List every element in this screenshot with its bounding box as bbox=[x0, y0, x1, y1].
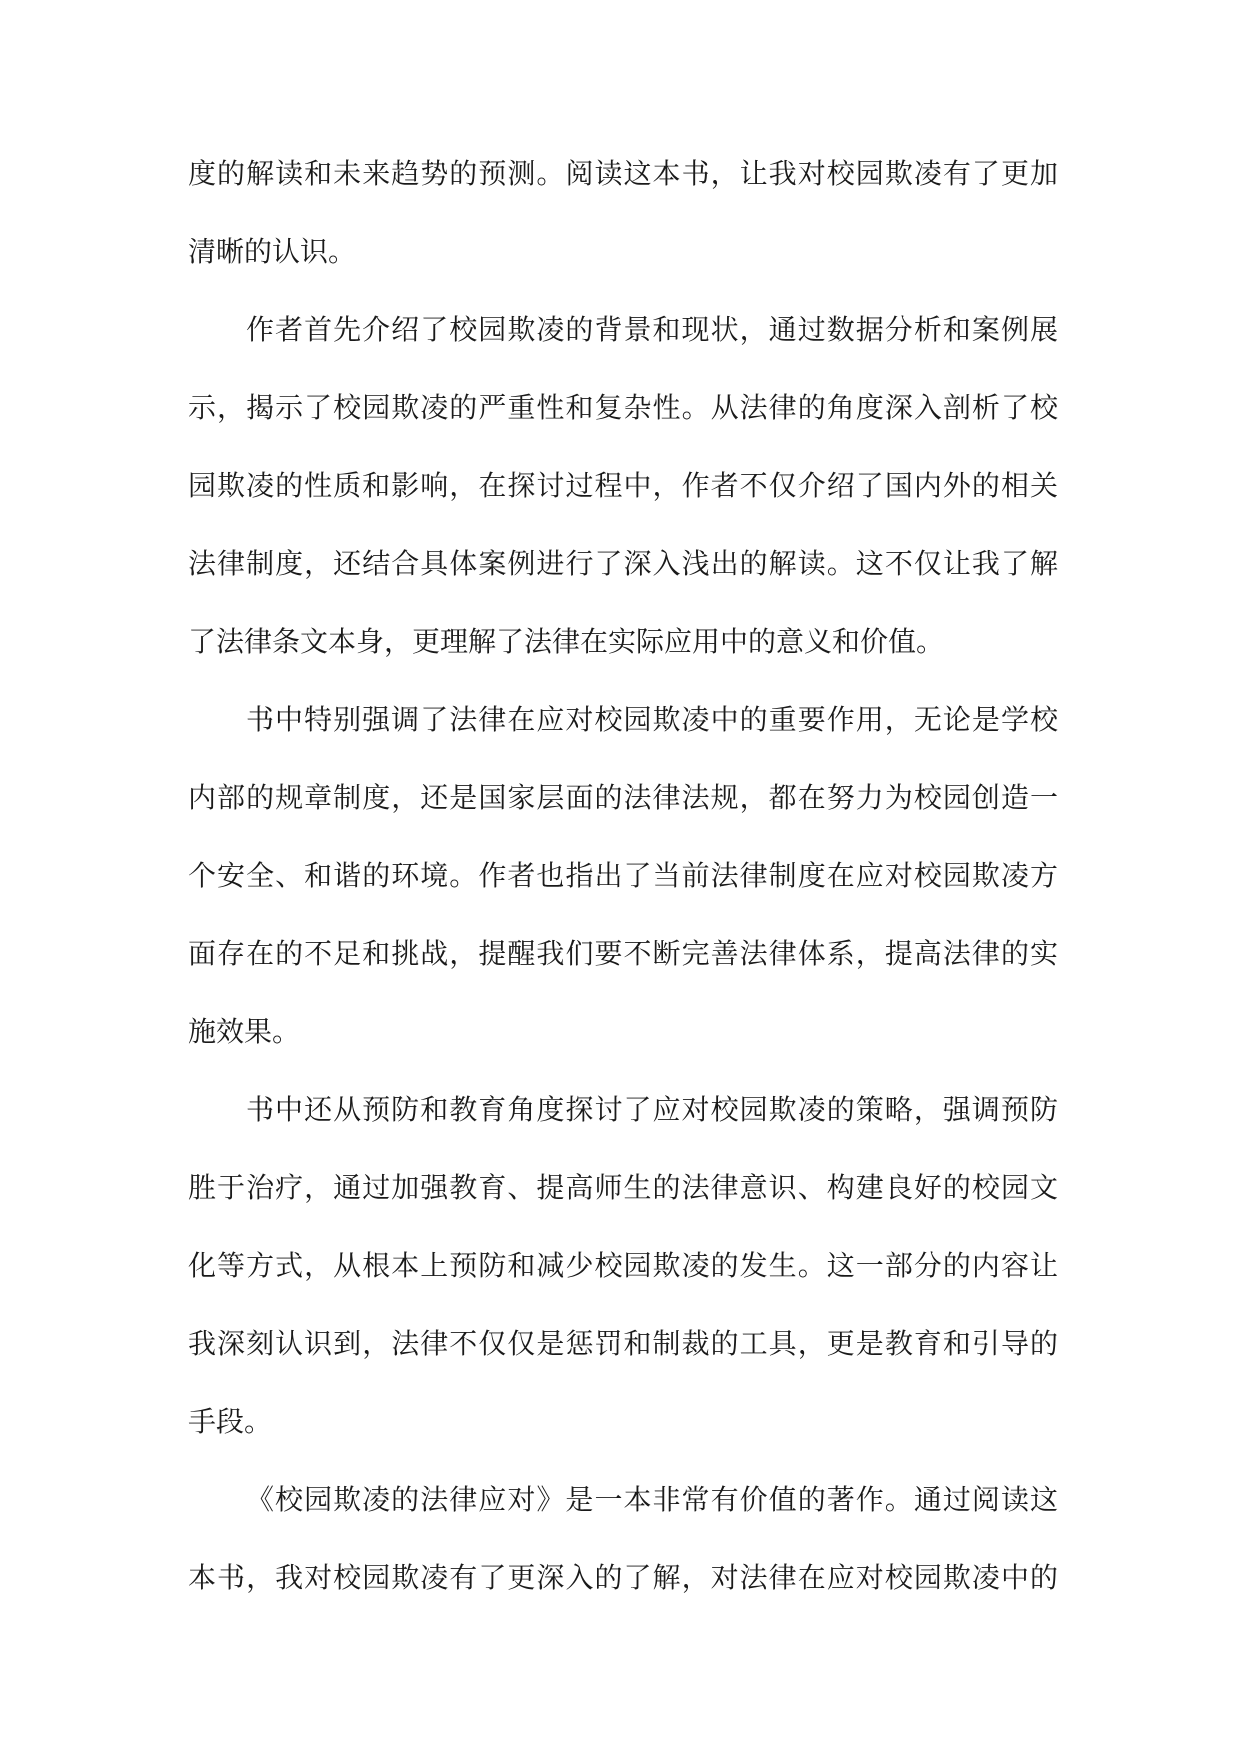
text-line: 《校园欺凌的法律应对》是一本非常有价值的著作。通过阅读这 bbox=[246, 1483, 1058, 1516]
text-line: 本书，我对校园欺凌有了更深入的了解，对法律在应对校园欺凌中的 bbox=[188, 1561, 1058, 1594]
text-line: 我深刻认识到，法律不仅仅是惩罚和制裁的工具，更是教育和引导的 bbox=[188, 1327, 1058, 1360]
text-line: 作者首先介绍了校园欺凌的背景和现状，通过数据分析和案例展 bbox=[246, 313, 1058, 346]
document-body bbox=[188, 135, 1058, 1617]
text-line: 化等方式，从根本上预防和减少校园欺凌的发生。这一部分的内容让 bbox=[188, 1249, 1058, 1282]
text-line: 了法律条文本身，更理解了法律在实际应用中的意义和价值。 bbox=[188, 625, 945, 658]
text-line: 施效果。 bbox=[188, 1015, 301, 1048]
text-line: 示，揭示了校园欺凌的严重性和复杂性。从法律的角度深入剖析了校 bbox=[188, 391, 1058, 424]
text-line: 面存在的不足和挑战，提醒我们要不断完善法律体系，提高法律的实 bbox=[188, 937, 1058, 970]
text-line: 书中特别强调了法律在应对校园欺凌中的重要作用，无论是学校 bbox=[246, 703, 1058, 736]
text-line: 清晰的认识。 bbox=[188, 235, 357, 268]
text-line: 手段。 bbox=[188, 1405, 273, 1438]
text-line: 个安全、和谐的环境。作者也指出了当前法律制度在应对校园欺凌方 bbox=[188, 859, 1058, 892]
text-line: 园欺凌的性质和影响，在探讨过程中，作者不仅介绍了国内外的相关 bbox=[188, 469, 1058, 502]
text-line: 书中还从预防和教育角度探讨了应对校园欺凌的策略，强调预防 bbox=[246, 1093, 1058, 1126]
text-line: 法律制度，还结合具体案例进行了深入浅出的解读。这不仅让我了解 bbox=[188, 547, 1058, 580]
text-line: 度的解读和未来趋势的预测。阅读这本书，让我对校园欺凌有了更加 bbox=[188, 157, 1058, 190]
text-line: 内部的规章制度，还是国家层面的法律法规，都在努力为校园创造一 bbox=[188, 781, 1058, 814]
text-line: 胜于治疗，通过加强教育、提高师生的法律意识、构建良好的校园文 bbox=[188, 1171, 1058, 1204]
